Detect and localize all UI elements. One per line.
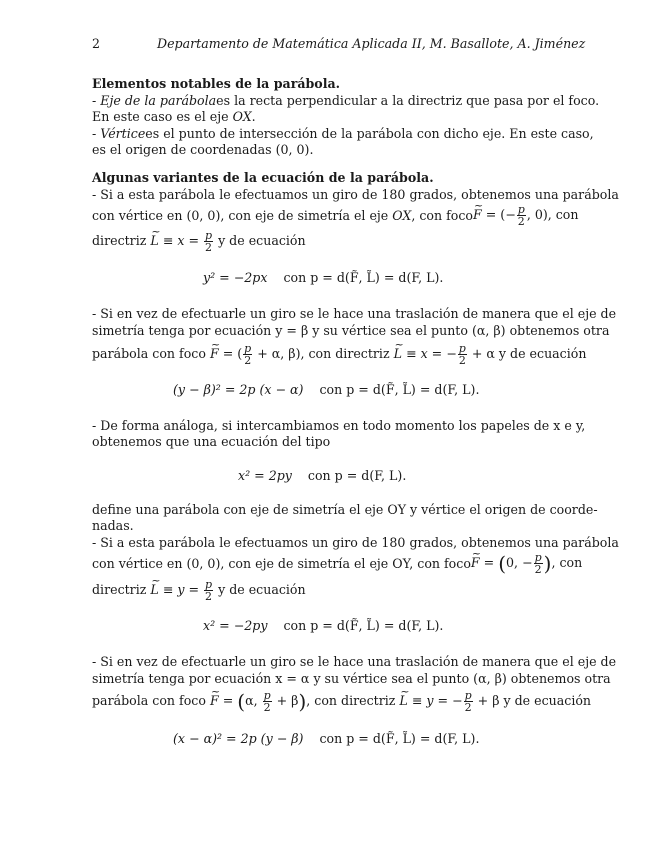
paragraph-line: parábola con foco ~ F = (α, $\frac{p}{2}$ + β), con directriz ~ L ≡ y = − $\frac{p}{2}$ + β y de ecuación	[92, 690, 591, 713]
axis-term: Eje de la parábola	[100, 93, 217, 108]
paragraph-line: define una parábola con eje de simetría el eje OY y vértice el origen de coorde-	[92, 502, 598, 517]
equation-1: y² = −2px con p = d(F̃, L̃) = d(F, L).	[203, 270, 444, 285]
paragraph-line: obtenemos que una ecuación del tipo	[92, 434, 331, 449]
paragraph-line: directriz ~ L ≡ y = $\frac{p}{2}$ y de ecuación	[92, 579, 306, 602]
paragraph-line: - Si en vez de efectuarle un giro se le hace una traslación de manera que el eje de	[92, 306, 617, 321]
vertex-term: Vértice	[100, 126, 146, 141]
paragraph-line: - Eje de la parábola es la recta perpendicular a la directriz que pasa por el foco.	[92, 93, 600, 108]
paragraph-line: simetría tenga por ecuación x = α y su vértice sea el punto (α, β) obtenemos otra	[92, 671, 611, 686]
paragraph-line: parábola con foco ~ F = ( $\frac{p}{2}$ + α, β), con directriz ~ L ≡ x = − $\frac{p}{2}$ + α y de ecuación	[92, 343, 586, 366]
running-title: Departamento de Matemática Aplicada II, M. Basallote, A. Jiménez	[157, 36, 586, 51]
paragraph-line: directriz ~ L ≡ x = $\frac{p}{2}$ y de ecuación	[92, 230, 306, 253]
paragraph-line: En este caso es el eje OX.	[92, 109, 256, 124]
section-title-variantes: Algunas variantes de la ecuación de la parábola.	[92, 170, 434, 185]
paragraph-line: - Si en vez de efectuarle un giro se le hace una traslación de manera que el eje de	[92, 654, 617, 669]
paragraph-line: con vértice en (0, 0), con eje de simetría el eje OY, con foco ~ F = (0, − $\frac{p}{2}$ ), con	[92, 552, 532, 575]
equation-2: (y − β)² = 2p (x − α) con p = d(F̃, L̃) = d(F, L).	[173, 382, 480, 397]
paragraph-line: simetría tenga por ecuación y = β y su vértice sea el punto (α, β) obtenemos otra	[92, 323, 610, 338]
page-number: 2	[92, 36, 101, 51]
paragraph-line: - Si a esta parábola le efectuamos un giro de 180 grados, obtenemos una parábola	[92, 535, 619, 550]
equation-3: x² = 2py con p = d(F, L).	[238, 468, 407, 483]
vertex-text: es el punto de intersección de la parábola con dicho eje. En este caso,	[145, 126, 594, 141]
paragraph-line: - Si a esta parábola le efectuamos un giro de 180 grados, obtenemos una parábola	[92, 187, 619, 202]
section-title-elementos: Elementos notables de la parábola.	[92, 76, 341, 91]
paragraph-line: es el origen de coordenadas (0, 0).	[92, 142, 314, 157]
paragraph-line: - De forma análoga, si intercambiamos en todo momento los papeles de x e y,	[92, 418, 586, 433]
paragraph-line: - Vértice es el punto de intersección de la parábola con dicho eje. En este caso,	[92, 126, 594, 141]
paragraph-line: con vértice en (0, 0), con eje de simetría el eje OX, con foco ~ F = (− $\frac{p}{2}$ , 0), con	[92, 204, 532, 227]
equation-5: (x − α)² = 2p (y − β) con p = d(F̃, L̃) = d(F, L).	[173, 731, 480, 746]
equation-4: x² = −2py con p = d(F̃, L̃) = d(F, L).	[203, 618, 444, 633]
paragraph-line: nadas.	[92, 518, 134, 533]
axis-text: es la recta perpendicular a la directriz que pasa por el foco.	[216, 93, 600, 108]
